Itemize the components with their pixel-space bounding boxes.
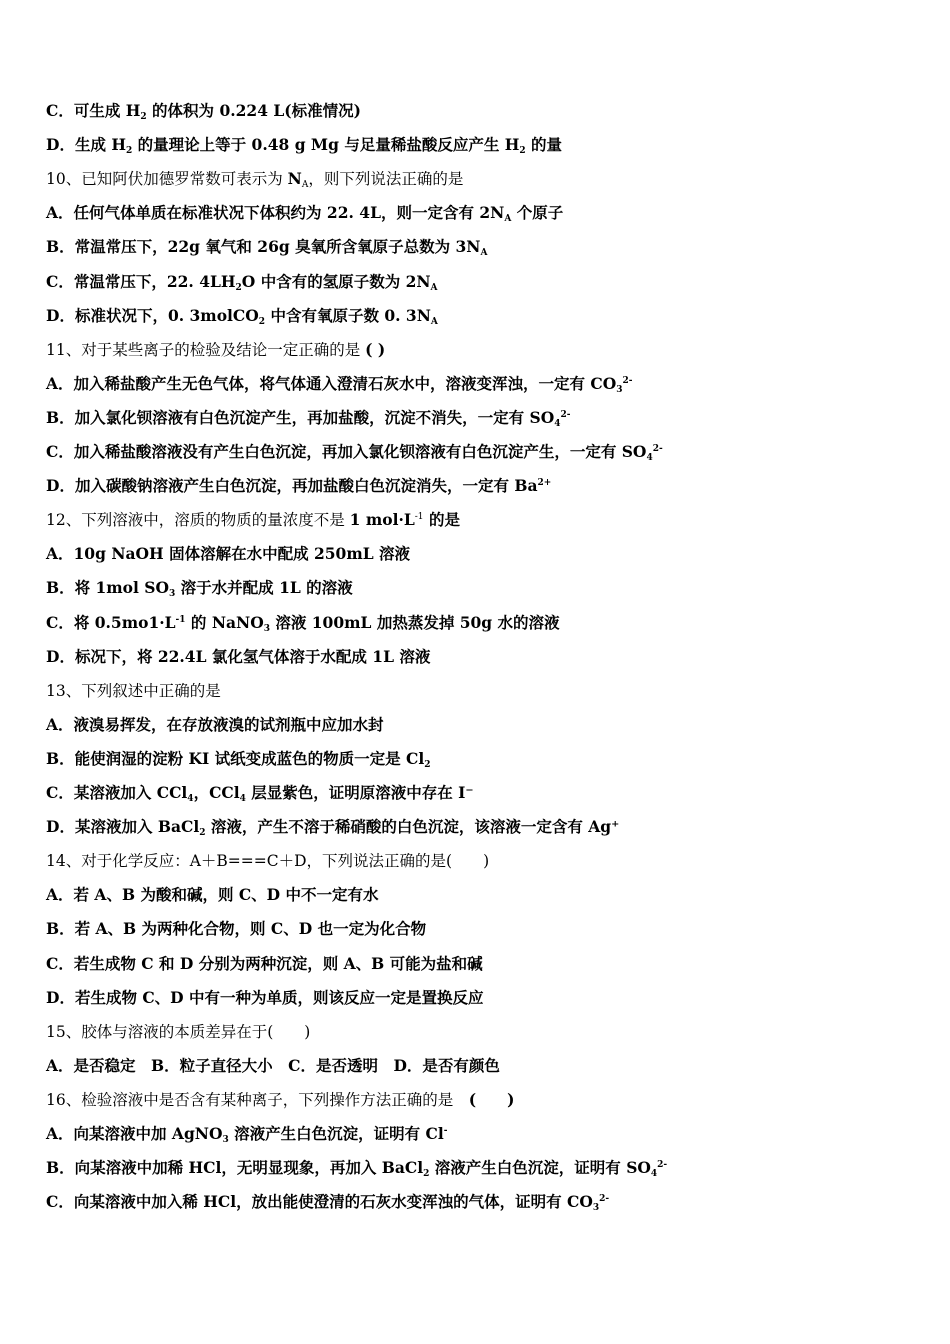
subscript: 2 — [235, 282, 242, 293]
text-run: 的体积为 0.224 L(标准情况) — [146, 101, 361, 120]
answer-option — [46, 817, 926, 837]
text-run: 15、胶体与溶液的本质差异在于( ) — [46, 1022, 311, 1041]
text-run: A．加入稀盐酸产生无色气体，将气体通入澄清石灰水中，溶液变浑浊，一定有 CO — [46, 373, 617, 393]
answer-option — [46, 544, 926, 564]
text-run: ( ) — [365, 339, 386, 359]
subscript: 2 — [423, 1169, 430, 1180]
text-run: 个原子 — [511, 203, 564, 223]
text-run: C．将 0.5mo1·L — [46, 612, 176, 632]
subscript: A — [430, 282, 438, 293]
subscript: 2 — [519, 146, 526, 157]
subscript: 4 — [650, 1169, 658, 1180]
subscript: 2 — [424, 759, 431, 770]
text-run: D．若生成物 C、D 中有一种为单质，则该反应一定是置换反应 — [46, 987, 484, 1007]
text-run: C．向某溶液中加入稀 HCl，放出能使澄清的石灰水变浑浊的气体，证明有 CO — [46, 1192, 593, 1212]
text-run: A．10g NaOH 固体溶解在水中配成 250mL 溶液 — [46, 544, 411, 564]
answer-option — [46, 954, 926, 974]
question-stem — [46, 1090, 926, 1110]
text-run: B．向某溶液中加稀 HCl，无明显现象，再加入 BaCl — [46, 1158, 424, 1178]
subscript: 4 — [554, 418, 561, 429]
answer-option — [46, 578, 926, 598]
superscript: -1 — [175, 614, 186, 625]
question-stem — [46, 681, 926, 701]
text-run: D．标准状况下，0. 3molCO — [46, 305, 259, 325]
subscript: 3 — [263, 623, 270, 634]
text-run: 10、已知阿伏加德罗常数可表示为 — [46, 170, 288, 189]
question-stem — [46, 340, 926, 360]
answer-option — [46, 783, 926, 803]
answer-option — [46, 442, 926, 462]
text-run: B．能使润湿的淀粉 KI 试纸变成蓝色的物质一定是 Cl — [46, 748, 425, 768]
text-run: A．是否稳定 B．粒子直径大小 C．是否透明 D．是否有颜色 — [46, 1055, 500, 1075]
subscript: 2 — [125, 146, 133, 157]
text-run: A．任何气体单质在标准状况下体积约为 22. 4L，则一定含有 2N — [46, 203, 505, 223]
text-run: 溶液，产生不溶于稀硝酸的白色沉淀，该溶液一定含有 Ag⁺ — [205, 817, 620, 837]
text-run: O 中含有的氢原子数为 2N — [241, 271, 431, 291]
subscript: A — [430, 316, 438, 327]
text-run: A．向某溶液中加 AgNO — [46, 1124, 223, 1143]
text-run: ，CCl — [193, 783, 240, 802]
text-run: D．加入碳酸钠溶液产生白色沉淀，再加盐酸白色沉淀消失，一定有 Ba — [46, 476, 538, 496]
answer-option — [46, 237, 926, 257]
subscript: A — [301, 180, 309, 191]
answer-option — [46, 613, 926, 633]
superscript: 2- — [652, 444, 663, 454]
answer-option — [46, 272, 926, 292]
text-run: C．若生成物 C 和 D 分别为两种沉淀，则 A、B 可能为盐和碱 — [46, 953, 483, 973]
text-run: B．若 A、B 为两种化合物，则 C、D 也一定为化合物 — [46, 919, 427, 939]
text-run: 16、检验溶液中是否含有某种离子，下列操作方法正确的是 — [46, 1090, 469, 1109]
answer-option — [46, 1158, 926, 1178]
text-run: C．某溶液加入 CCl — [46, 783, 188, 802]
answer-option — [46, 101, 926, 121]
text-run: A．若 A、B 为酸和碱，则 C、D 中不一定有水 — [46, 885, 379, 905]
text-run: D．生成 H — [46, 135, 126, 155]
answer-option — [46, 988, 926, 1008]
text-run: B．将 1mol SO — [46, 578, 170, 598]
text-run: 14、对于化学反应：A＋B===C＋D，下列说法正确的是( ) — [46, 852, 490, 871]
subscript: A — [504, 214, 512, 225]
superscript: 2- — [622, 375, 633, 386]
text-run: 12、下列溶液中，溶质的物质的量浓度不是 — [46, 511, 350, 530]
text-run: C．加入稀盐酸溶液没有产生白色沉淀，再加入氯化钡溶液有白色沉淀产生，一定有 SO — [46, 442, 647, 461]
superscript: 2+ — [537, 478, 552, 489]
text-run: C．常温常压下，22. 4LH — [46, 271, 236, 291]
answer-option — [46, 749, 926, 769]
text-run: 中含有氧原子数 0. 3N — [265, 305, 431, 325]
text-run: B．常温常压下，22g 氧气和 26g 臭氧所含氧原子总数为 3N — [46, 237, 481, 257]
question-stem — [46, 851, 926, 871]
superscript: - — [443, 1126, 448, 1136]
subscript: A — [480, 248, 488, 259]
superscript: 2- — [657, 1160, 668, 1171]
text-run: C．可生成 H — [46, 101, 141, 120]
superscript: 2- — [599, 1194, 610, 1205]
text-run: 的 NaNO — [185, 612, 264, 632]
answer-option — [46, 476, 926, 496]
subscript: 4 — [239, 794, 246, 804]
answer-option — [46, 1124, 926, 1144]
answer-option — [46, 715, 926, 735]
answer-option — [46, 919, 926, 939]
answer-option — [46, 135, 926, 155]
answer-option — [46, 306, 926, 326]
superscript: -1 — [414, 512, 424, 523]
question-stem — [46, 510, 926, 530]
text-run: ，则下列说法正确的是 — [308, 170, 464, 189]
text-run: 的是 — [423, 510, 460, 530]
text-run: D．标况下，将 22.4L 氯化氢气体溶于水配成 1L 溶液 — [46, 646, 431, 666]
text-run: A．液溴易挥发，在存放液溴的试剂瓶中应加水封 — [46, 714, 384, 734]
question-stem — [46, 169, 926, 189]
text-run: 的量 — [525, 135, 563, 155]
answer-option — [46, 647, 926, 667]
answer-option — [46, 885, 926, 905]
answer-option — [46, 408, 926, 428]
text-run: N — [287, 169, 302, 189]
text-run: 11、对于某些离子的检验及结论一定正确的是 — [46, 340, 366, 359]
subscript: 3 — [169, 589, 176, 600]
subscript: 3 — [592, 1203, 600, 1214]
subscript: 2 — [258, 316, 266, 327]
text-run: 溶液 100mL 加热蒸发掉 50g 水的溶液 — [269, 612, 560, 632]
subscript: 4 — [187, 794, 194, 804]
text-run: D．某溶液加入 BaCl — [46, 817, 200, 837]
answer-option — [46, 203, 926, 223]
question-stem — [46, 1022, 926, 1042]
subscript: 2 — [199, 828, 206, 839]
text-run: ( ) — [468, 1089, 515, 1109]
subscript: 2 — [140, 112, 147, 122]
text-run: 溶液产生白色沉淀，证明有 Cl — [228, 1124, 444, 1143]
text-run: 溶液产生白色沉淀，证明有 SO — [429, 1158, 651, 1178]
text-run: 的量理论上等于 0.48 g Mg 与足量稀盐酸反应产生 H — [132, 135, 520, 155]
text-run: 1 mol·L — [349, 510, 415, 530]
answer-option — [46, 1192, 926, 1212]
text-run: 溶于水并配成 1L 的溶液 — [175, 578, 353, 598]
subscript: 3 — [222, 1135, 229, 1145]
subscript: 3 — [616, 384, 623, 395]
superscript: 2- — [560, 409, 571, 420]
text-run: B．加入氯化钡溶液有白色沉淀产生，再加盐酸，沉淀不消失，一定有 SO — [46, 407, 555, 427]
text-run: 13、下列叙述中正确的是 — [46, 681, 221, 700]
answer-option — [46, 1056, 926, 1076]
answer-option — [46, 374, 926, 394]
subscript: 4 — [646, 453, 653, 463]
text-run: 层显紫色，证明原溶液中存在 I⁻ — [245, 783, 474, 802]
